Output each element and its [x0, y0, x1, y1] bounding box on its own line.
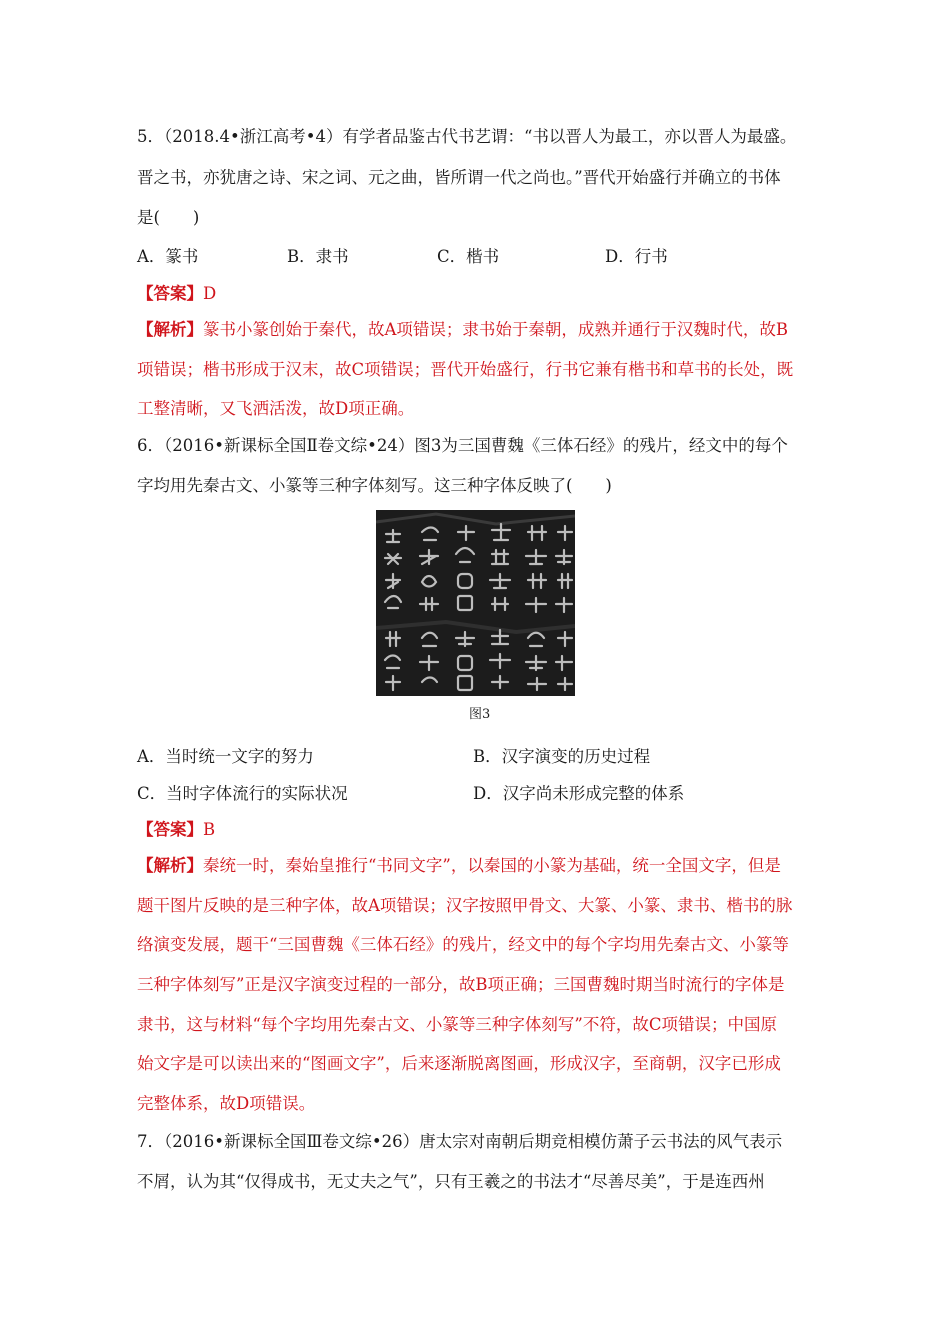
- q5-option-a: A．篆书: [137, 247, 199, 266]
- q5-option-b: B．隶书: [287, 247, 349, 266]
- q5-stem-line-3: 是( ): [137, 208, 200, 227]
- q6-answer-label: 【答案】: [137, 820, 203, 839]
- q6-stem-line-2: 字均用先秦古文、小篆等三种字体刻写。这三种字体反映了( ): [137, 476, 612, 495]
- q5-option-c: C．楷书: [437, 247, 500, 266]
- q6-option-a: A．当时统一文字的努力: [137, 747, 314, 766]
- q6-analysis-line-2: 题干图片反映的是三种字体，故A项错误；汉字按照甲骨文、大篆、小篆、隶书、楷书的脉: [137, 896, 793, 915]
- q7-stem-line-1: 7．（2016•新课标全国Ⅲ卷文综•26）唐太宗对南朝后期竞相模仿萧子云书法的风气表示: [137, 1132, 783, 1151]
- stone-rubbing-illustration: [376, 510, 575, 696]
- q6-analysis-label: 【解析】: [137, 856, 203, 875]
- q5-stem-line-1: 5．（2018.4•浙江高考•4）有学者品鉴古代书艺谓：“书以晋人为最工，亦以晋人为最盛。: [137, 127, 797, 146]
- q6-option-b: B．汉字演变的历史过程: [473, 747, 651, 766]
- figure-caption: 图3: [469, 707, 491, 722]
- q6-analysis-line-6: 始文字是可以读出来的“图画文字”，后来逐渐脱离图画，形成汉字，至商朝，汉字已形成: [137, 1054, 781, 1073]
- q6-analysis-line-1: [137, 854, 781, 878]
- q6-analysis-line-4: 三种字体刻写”正是汉字演变过程的一部分，故B项正确；三国曹魏时期当时流行的字体是: [137, 975, 785, 994]
- q5-analysis-line-1: [137, 318, 788, 342]
- q6-analysis-line-3: 络演变发展，题干“三国曹魏《三体石经》的残片，经文中的每个字均用先秦古文、小篆等: [137, 935, 789, 954]
- q6-analysis-line-5: 隶书，这与材料“每个字均用先秦古文、小篆等三种字体刻写”不符，故C项错误；中国原: [137, 1015, 777, 1034]
- q5-analysis-line-3: 工整清晰，又飞洒活泼，故D项正确。: [137, 399, 415, 418]
- q5-stem-line-2: 晋之书，亦犹唐之诗、宋之词、元之曲，皆所谓一代之尚也。”晋代开始盛行并确立的书体: [137, 168, 781, 187]
- q5-answer: [137, 282, 216, 306]
- q5-answer-label: 【答案】: [137, 284, 203, 303]
- q5-analysis-label: 【解析】: [137, 320, 203, 339]
- q6-stem-line-1: 6．（2016•新课标全国Ⅱ卷文综•24）图3为三国曹魏《三体石经》的残片，经文中的每个: [137, 436, 788, 455]
- q5-answer-value: D: [203, 284, 217, 303]
- q5-analysis-text-1: 篆书小篆创始于秦代，故A项错误；隶书始于秦朝，成熟并通行于汉魏时代，故B: [203, 320, 789, 339]
- q6-option-c: C．当时字体流行的实际状况: [137, 784, 348, 803]
- q6-option-d: D．汉字尚未形成完整的体系: [473, 784, 685, 803]
- q6-answer: [137, 818, 215, 842]
- stone-classic-fragment-image: [376, 510, 575, 696]
- q7-stem-line-2: 不屑，认为其“仅得成书，无丈夫之气”，只有王羲之的书法才“尽善尽美”，于是连西州: [137, 1172, 765, 1191]
- q5-option-d: D．行书: [605, 247, 668, 266]
- q6-analysis-line-7: 完整体系，故D项错误。: [137, 1094, 316, 1113]
- q5-analysis-line-2: 项错误；楷书形成于汉末，故C项错误；晋代开始盛行，行书它兼有楷书和草书的长处，既: [137, 360, 794, 379]
- q6-answer-value: B: [203, 820, 216, 839]
- q6-analysis-text-1: 秦统一时，秦始皇推行“书同文字”，以秦国的小篆为基础，统一全国文字，但是: [203, 856, 781, 875]
